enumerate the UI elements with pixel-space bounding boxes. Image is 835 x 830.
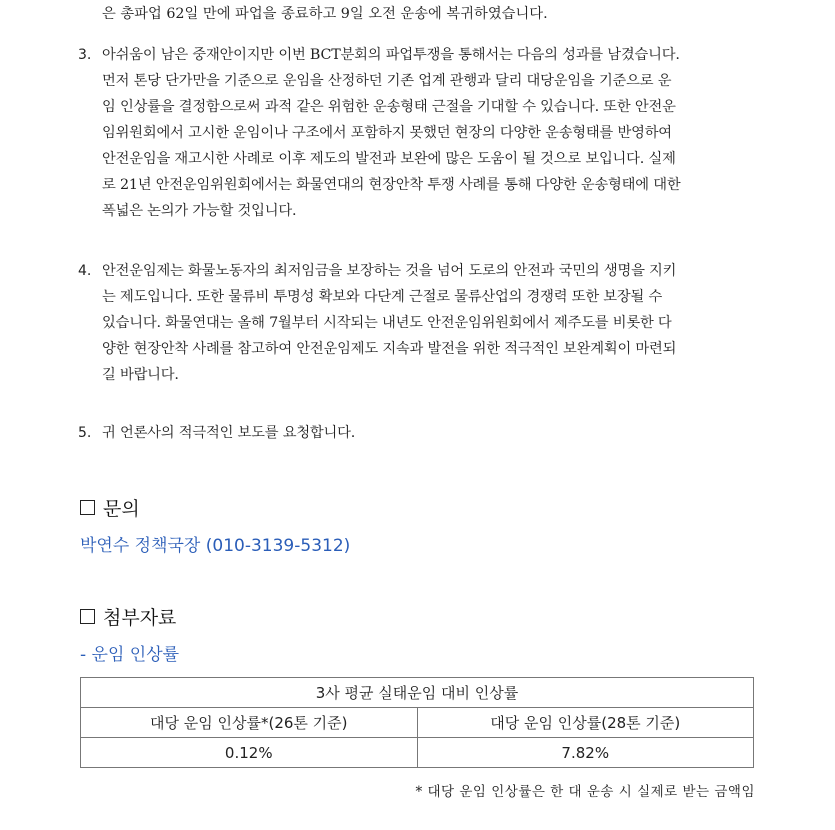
checkbox-square-icon [80,500,95,515]
col2-header: 대당 운임 인상률(28톤 기준) [417,708,754,738]
item-line: 임위원회에서 고시한 운임이나 구조에서 포함하지 못했던 현장의 다양한 운송형태를 반영하여 [102,125,672,141]
item-text [102,420,758,446]
intro-line: 은 총파업 62일 만에 파업을 종료하고 9일 오전 운송에 복귀하였습니다. [102,6,548,22]
table-row [81,708,754,738]
footnote: * 대당 운임 인상률은 한 대 운송 시 실제로 받는 금액임 [415,784,755,800]
item-line: 있습니다. 화물연대는 올해 7월부터 시작되는 내년도 안전운임위원회에서 제주도를 비롯한 다 [102,315,672,331]
contact-info: 박연수 정책국장 (010-3139-5312) [80,536,351,556]
item-text [102,42,758,224]
list-item-3 [78,42,758,224]
item-line: 로 21년 안전운임위원회에서는 화물연대의 현장안착 투쟁 사례를 통해 다양한 운송형태에 대한 [102,177,681,193]
inquiry-heading [80,494,140,521]
inquiry-heading-text: 문의 [103,498,140,520]
item-number: 3. [78,47,92,63]
attachments-heading-text: 첨부자료 [103,607,177,629]
item-line: 먼저 톤당 단가만을 기준으로 운임을 산정하던 기존 업계 관행과 달리 대당운임을 기준으로 운 [102,73,672,89]
list-item-4 [78,258,758,388]
attachments-heading [80,603,176,630]
item-line: 귀 언론사의 적극적인 보도를 요청합니다. [102,425,356,441]
col1-header: 대당 운임 인상률*(26톤 기준) [81,708,418,738]
item-number: 5. [78,425,92,441]
list-item-5 [78,420,758,446]
item-number: 4. [78,263,92,279]
item-text [102,258,758,388]
item-line: 는 제도입니다. 또한 물류비 투명성 확보와 다단계 근절로 물류산업의 경쟁력 또한 보장될 수 [102,289,663,305]
item-line: 양한 현장안착 사례를 참고하여 안전운임제도 지속과 발전을 위한 적극적인 보완계획이 마련되 [102,341,677,357]
table-row [81,738,754,768]
table-title: 3사 평균 실태운임 대비 인상률 [81,678,754,708]
table-row [81,678,754,708]
item-line: 임 인상률을 결정함으로써 과적 같은 위험한 운송형태 근절을 기대할 수 있습니다. 또한 안전운 [102,99,676,115]
item-line: 길 바랍니다. [102,367,179,383]
item-line: 안전운임을 재고시한 사례로 이후 제도의 발전과 보완에 많은 도움이 될 것으로 보입니다. 실제 [102,151,676,167]
col1-value: 0.12% [81,738,418,768]
rate-table [80,677,754,768]
checkbox-square-icon [80,609,95,624]
item-line: 폭넓은 논의가 가능할 것입니다. [102,203,297,219]
item-line: 안전운임제는 화물노동자의 최저임금을 보장하는 것을 넘어 도로의 안전과 국민의 생명을 지키 [102,263,677,279]
col2-value: 7.82% [417,738,754,768]
item-line: 아쉬움이 남은 중재안이지만 이번 BCT분회의 파업투쟁을 통해서는 다음의 성과를 남겼습니다. [102,47,680,63]
attachment-subheading: - 운임 인상률 [80,645,180,665]
